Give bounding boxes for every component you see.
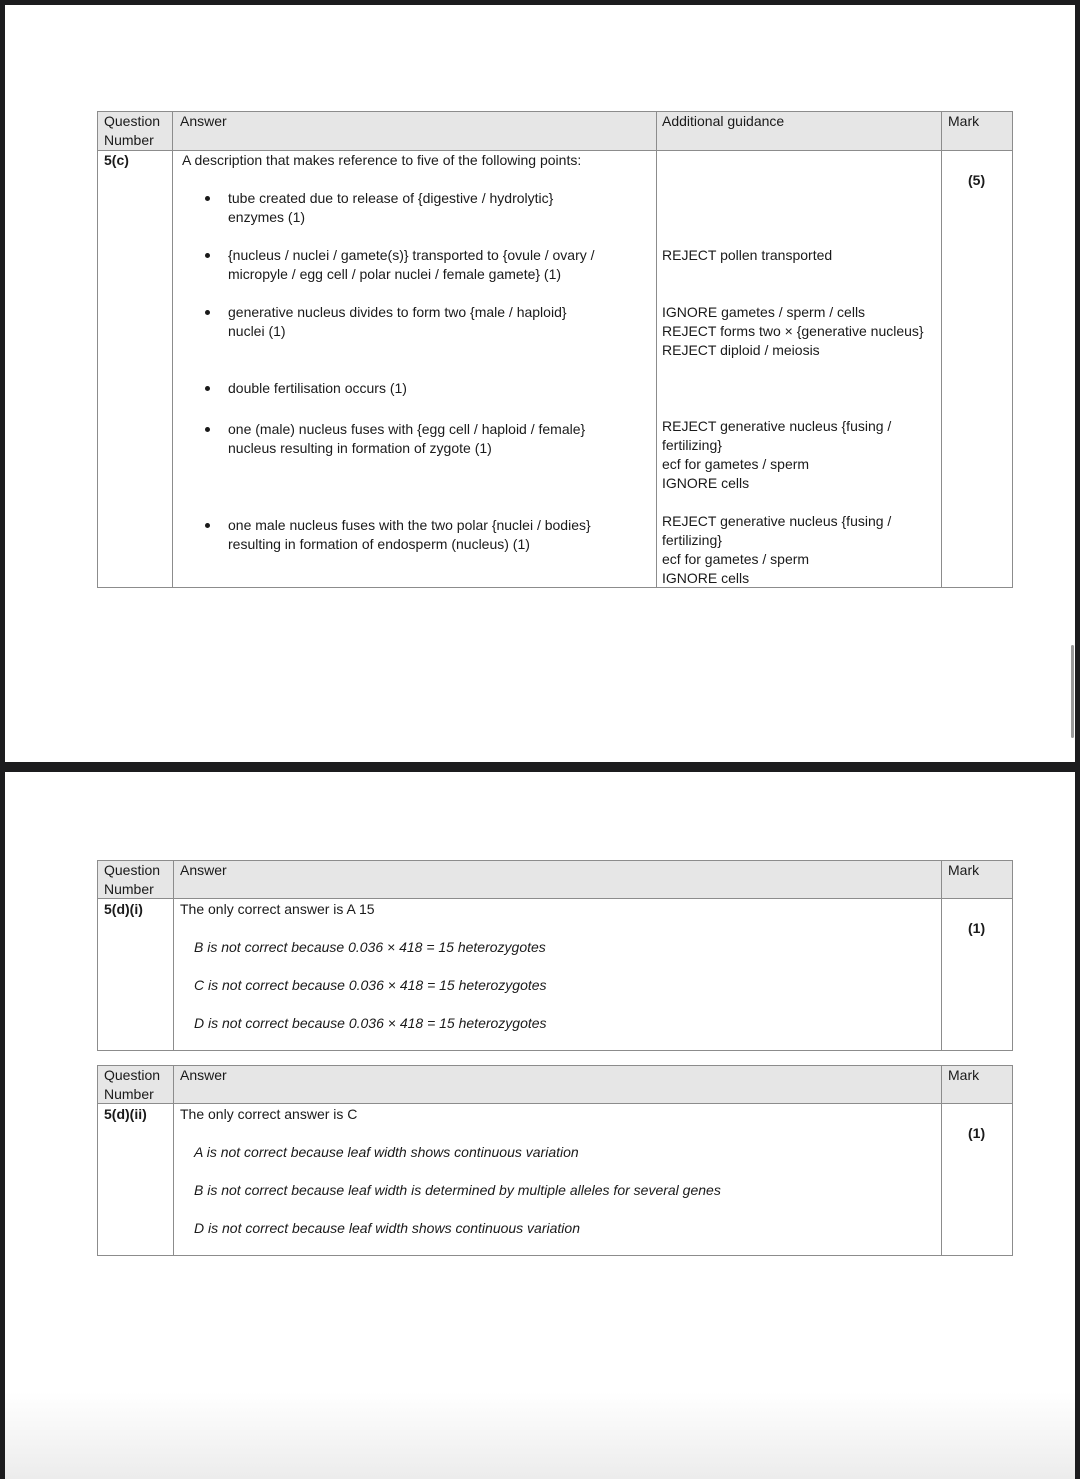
guidance-2-line-1: IGNORE gametes / sperm / cells bbox=[662, 304, 866, 320]
scrollbar[interactable] bbox=[1071, 645, 1074, 738]
header-question: Question bbox=[104, 862, 161, 878]
header-mark: Mark bbox=[948, 1067, 980, 1083]
question-number: 5(c) bbox=[104, 152, 129, 168]
guidance-3-line-1: REJECT generative nucleus {fusing / bbox=[662, 418, 892, 434]
guidance-4-line-3: ecf for gametes / sperm bbox=[662, 551, 810, 567]
bullet-icon bbox=[205, 427, 210, 432]
point-3-line-1: generative nucleus divides to form two {male / haploid} bbox=[228, 304, 567, 320]
reason-d: D is not correct because leaf width shows continuous variation bbox=[194, 1220, 580, 1236]
header-cell-answer bbox=[173, 860, 942, 899]
guidance-4-line-2: fertilizing} bbox=[662, 532, 722, 548]
answer-intro: A description that makes reference to five of the following points: bbox=[182, 152, 582, 168]
cell-mark bbox=[941, 150, 1013, 588]
bullet-icon bbox=[205, 523, 210, 528]
header-answer: Answer bbox=[180, 113, 227, 129]
correct-answer: The only correct answer is A 15 bbox=[180, 901, 375, 917]
header-cell-answer bbox=[172, 111, 657, 151]
point-5-line-2: nucleus resulting in formation of zygote (1) bbox=[228, 440, 492, 456]
bullet-icon bbox=[205, 386, 210, 391]
guidance-3-line-2: fertilizing} bbox=[662, 437, 722, 453]
mark-value: (5) bbox=[968, 172, 986, 188]
header-question: Question bbox=[104, 113, 161, 129]
correct-answer: The only correct answer is C bbox=[180, 1106, 358, 1122]
header-answer: Answer bbox=[180, 1067, 227, 1083]
guidance-2-line-2: REJECT forms two × {generative nucleus} bbox=[662, 323, 924, 339]
point-1-line-1: tube created due to release of {digestive / hydrolytic} bbox=[228, 190, 554, 206]
reason-b: B is not correct because 0.036 × 418 = 15 heterozygotes bbox=[194, 939, 546, 955]
header-number: Number bbox=[104, 1086, 154, 1102]
header-answer: Answer bbox=[180, 862, 227, 878]
mark-value: (1) bbox=[968, 1125, 986, 1141]
bullet-icon bbox=[205, 196, 210, 201]
point-4-line-1: double fertilisation occurs (1) bbox=[228, 380, 407, 396]
guidance-4-line-1: REJECT generative nucleus {fusing / bbox=[662, 513, 892, 529]
cell-question bbox=[97, 898, 174, 1051]
point-6-line-2: resulting in formation of endosperm (nucleus) (1) bbox=[228, 536, 530, 552]
point-2-line-1: {nucleus / nuclei / gamete(s)} transported to {ovule / ovary / bbox=[228, 247, 595, 263]
header-mark: Mark bbox=[948, 862, 980, 878]
point-5-line-1: one (male) nucleus fuses with {egg cell / haploid / female} bbox=[228, 421, 586, 437]
reason-b: B is not correct because leaf width is determined by multiple alleles for several genes bbox=[194, 1182, 721, 1198]
cell-question bbox=[97, 1103, 174, 1256]
guidance-2-line-3: REJECT diploid / meiosis bbox=[662, 342, 820, 358]
guidance-3-line-3: ecf for gametes / sperm bbox=[662, 456, 810, 472]
reason-a: A is not correct because leaf width shows continuous variation bbox=[194, 1144, 579, 1160]
header-guidance: Additional guidance bbox=[662, 113, 785, 129]
point-6-line-1: one male nucleus fuses with the two polar {nuclei / bodies} bbox=[228, 517, 591, 533]
header-question: Question bbox=[104, 1067, 161, 1083]
bullet-icon bbox=[205, 310, 210, 315]
bullet-icon bbox=[205, 253, 210, 258]
guidance-1: REJECT pollen transported bbox=[662, 247, 833, 263]
reason-d: D is not correct because 0.036 × 418 = 15 heterozygotes bbox=[194, 1015, 547, 1031]
reason-c: C is not correct because 0.036 × 418 = 15 heterozygotes bbox=[194, 977, 547, 993]
point-1-line-2: enzymes (1) bbox=[228, 209, 306, 225]
question-number: 5(d)(ii) bbox=[104, 1106, 147, 1122]
header-mark: Mark bbox=[948, 113, 980, 129]
guidance-3-line-4: IGNORE cells bbox=[662, 475, 750, 491]
header-number: Number bbox=[104, 132, 154, 148]
point-2-line-2: micropyle / egg cell / polar nuclei / female gamete} (1) bbox=[228, 266, 562, 282]
header-number: Number bbox=[104, 881, 154, 897]
point-3-line-2: nuclei (1) bbox=[228, 323, 286, 339]
guidance-4-line-4: IGNORE cells bbox=[662, 570, 750, 586]
header-cell-answer bbox=[173, 1065, 942, 1104]
mark-value: (1) bbox=[968, 920, 986, 936]
cell-question bbox=[97, 150, 173, 588]
question-number: 5(d)(i) bbox=[104, 901, 143, 917]
